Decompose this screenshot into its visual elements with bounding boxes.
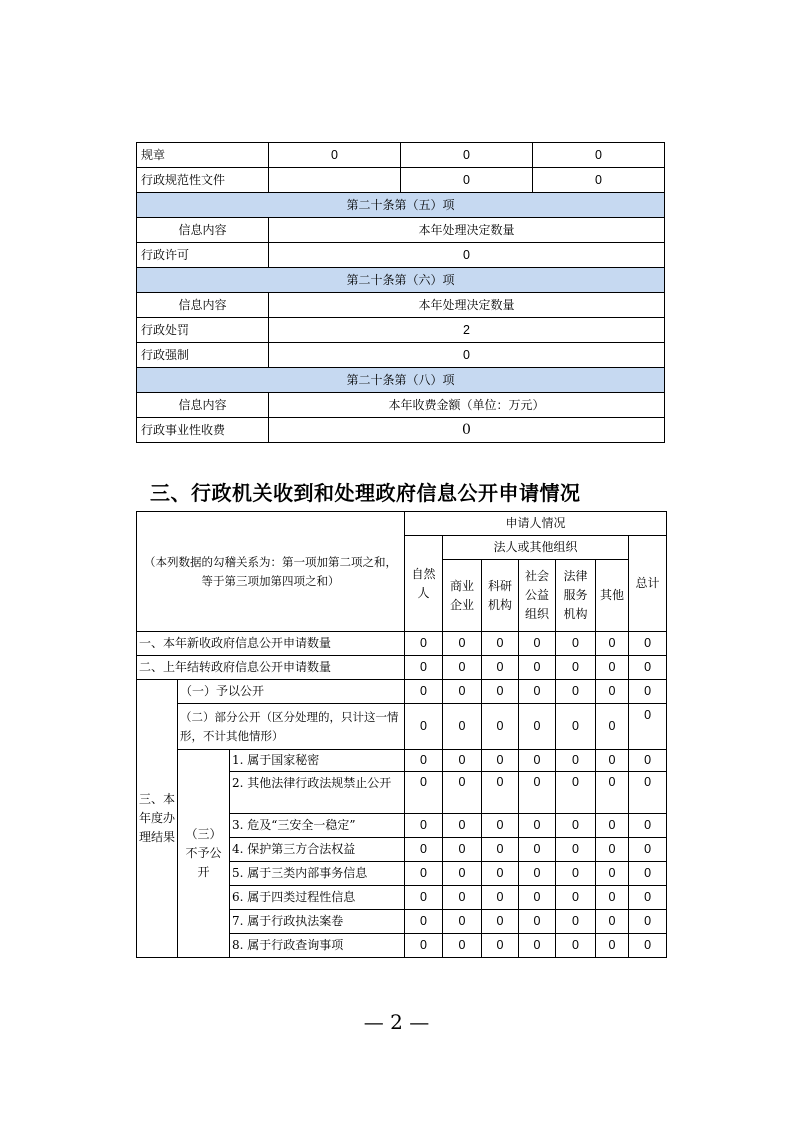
table-row [137,318,665,343]
cell-value: 0 [596,814,629,838]
cell-value: 0 [519,750,556,772]
column-header: 本年处理决定数量 [269,218,665,243]
section-header: 第二十条第（八）项 [137,368,665,393]
table-row [137,750,667,772]
row-label: 行政处罚 [137,318,269,343]
section-header-row [137,193,665,218]
cell-value: 0 [629,704,667,750]
cell-value: 0 [596,704,629,750]
cell-value: 0 [556,862,596,886]
cell-value: 0 [405,632,443,656]
cell-value: 0 [405,910,443,934]
table-row [137,632,667,656]
row-label: 二、上年结转政府信息公开申请数量 [137,656,405,680]
cell-value: 0 [269,418,665,443]
section-header: 第二十条第（六）项 [137,268,665,293]
cell-value: 0 [629,772,667,814]
cell-value: 0 [519,632,556,656]
cell-value: 0 [482,656,519,680]
cell-value: 0 [482,680,519,704]
cell-value: 0 [556,910,596,934]
cell-value: 0 [405,934,443,958]
section-header-row [137,268,665,293]
cell-value: 0 [443,862,482,886]
cell-value: 0 [401,168,533,193]
cell-value: 0 [596,750,629,772]
cell-value: 0 [556,750,596,772]
cell-value: 0 [482,750,519,772]
cell-value: 0 [596,934,629,958]
cell-value: 0 [596,656,629,680]
cell-value: 0 [596,838,629,862]
cell-value: 0 [629,750,667,772]
cell-value: 0 [629,680,667,704]
cell-value: 0 [405,772,443,814]
cell-value: 0 [401,143,533,168]
cell-value: 0 [556,704,596,750]
cell-value: 0 [629,862,667,886]
column-header: 信息内容 [137,293,269,318]
cell-value [269,168,401,193]
cell-value: 0 [519,772,556,814]
cell-value: 0 [482,910,519,934]
cell-value: 0 [482,838,519,862]
cell-value: 0 [482,886,519,910]
cell-value: 0 [443,886,482,910]
cell-value: 0 [443,934,482,958]
table-row [137,143,665,168]
application-stats-table [136,511,667,958]
row-label: 3. 危及“三安全一稳定” [230,814,405,838]
cell-value: 0 [556,680,596,704]
cell-value: 0 [519,680,556,704]
cell-value: 0 [405,680,443,704]
cell-value: 0 [443,910,482,934]
cell-value: 0 [533,168,665,193]
cell-value: 0 [443,814,482,838]
column-header: 本年处理决定数量 [269,293,665,318]
cell-value: 0 [556,934,596,958]
column-header: 自然人 [405,536,443,632]
cell-value: 0 [519,656,556,680]
cell-value: 0 [556,814,596,838]
row-label: 4. 保护第三方合法权益 [230,838,405,862]
note-cell: （本列数据的勾稽关系为：第一项加第二项之和，等于第三项加第四项之和） [137,512,405,632]
cell-value: 0 [482,862,519,886]
cell-value: 0 [629,910,667,934]
section-header-row [137,368,665,393]
cell-value: 0 [556,656,596,680]
section-header: 第二十条第（五）项 [137,193,665,218]
cell-value: 0 [519,814,556,838]
cell-value: 0 [556,886,596,910]
column-header: 信息内容 [137,218,269,243]
row-label: 行政事业性收费 [137,418,269,443]
row-label: （一）予以公开 [178,680,405,704]
row-label: 8. 属于行政查询事项 [230,934,405,958]
cell-value: 0 [556,632,596,656]
cell-value: 0 [405,838,443,862]
cell-value: 0 [596,772,629,814]
cell-value: 0 [443,838,482,862]
cell-value: 0 [269,243,665,268]
table-row [137,393,665,418]
cell-value: 0 [443,632,482,656]
cell-value: 0 [482,772,519,814]
cell-value: 0 [443,680,482,704]
cell-value: 0 [629,934,667,958]
cell-value: 0 [519,838,556,862]
cell-value: 0 [629,886,667,910]
cell-value: 0 [443,704,482,750]
table-row [137,680,667,704]
cell-value: 2 [269,318,665,343]
cell-value: 0 [269,343,665,368]
column-header: 其他 [596,560,629,632]
cell-value: 0 [629,838,667,862]
table-row [137,704,667,750]
cell-value: 0 [629,656,667,680]
cell-value: 0 [556,838,596,862]
applicant-header: 申请人情况 [405,512,667,536]
cell-value: 0 [519,934,556,958]
column-header: 社会公益组织 [519,560,556,632]
disclosure-stats-table [136,142,665,443]
legal-org-header: 法人或其他组织 [443,536,629,560]
row-label: 7. 属于行政执法案卷 [230,910,405,934]
column-header: 本年收费金额（单位：万元） [269,393,665,418]
cell-value: 0 [596,632,629,656]
column-header: 总计 [629,536,667,632]
cell-value: 0 [519,886,556,910]
row-label: 行政规范性文件 [137,168,269,193]
cell-value: 0 [405,704,443,750]
row-label: 行政强制 [137,343,269,368]
row-label: 5. 属于三类内部事务信息 [230,862,405,886]
row-label: 6. 属于四类过程性信息 [230,886,405,910]
column-header: 科研机构 [482,560,519,632]
result-label: 三、本年度办理结果 [137,680,178,958]
section-title: 三、行政机关收到和处理政府信息公开申请情况 [150,481,581,505]
table-row [137,418,665,443]
table-row [137,293,665,318]
cell-value: 0 [405,886,443,910]
cell-value: 0 [629,632,667,656]
table-row [137,243,665,268]
table-row [137,656,667,680]
cell-value: 0 [596,910,629,934]
cell-value: 0 [482,814,519,838]
page-number: — 2 — [363,1010,430,1034]
row-label: （二）部分公开（区分处理的，只计这一情形，不计其他情形） [178,704,405,750]
cell-value: 0 [482,632,519,656]
cell-value: 0 [482,704,519,750]
cell-value: 0 [482,934,519,958]
cell-value: 0 [405,656,443,680]
column-header: 法律服务机构 [556,560,596,632]
cell-value: 0 [405,814,443,838]
cell-value: 0 [519,910,556,934]
row-label: 行政许可 [137,243,269,268]
cell-value: 0 [596,886,629,910]
cell-value: 0 [405,750,443,772]
row-label: 2. 其他法律行政法规禁止公开 [230,772,405,814]
cell-value: 0 [629,814,667,838]
not-open-label: （三）不予公开 [178,750,230,958]
table-row [137,218,665,243]
row-label: 一、本年新收政府信息公开申请数量 [137,632,405,656]
cell-value: 0 [556,772,596,814]
cell-value: 0 [519,862,556,886]
row-label: 规章 [137,143,269,168]
cell-value: 0 [443,750,482,772]
cell-value: 0 [533,143,665,168]
cell-value: 0 [443,656,482,680]
cell-value: 0 [519,704,556,750]
cell-value: 0 [596,862,629,886]
table-row [137,512,667,536]
cell-value: 0 [596,680,629,704]
table-row [137,168,665,193]
cell-value: 0 [269,143,401,168]
row-label: 1. 属于国家秘密 [230,750,405,772]
cell-value: 0 [443,772,482,814]
column-header: 商业企业 [443,560,482,632]
cell-value: 0 [405,862,443,886]
table-row [137,343,665,368]
column-header: 信息内容 [137,393,269,418]
